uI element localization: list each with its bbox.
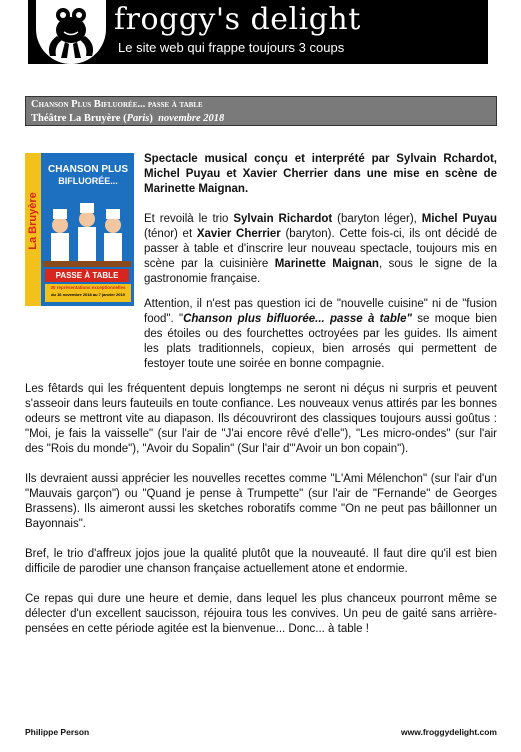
author-name: Philippe Person	[25, 727, 90, 737]
paragraph-new-songs: Ils devraient aussi apprécier les nouvelles recettes comme "L'Ami Mélenchon" (sur l'air d'un "Mauvais garçon") ou "Quand je pense à Trumpette" (sur l'air de "Fernande" de Georges Brassens). Ils aimeront aussi les sketches roboratifs comme "On ne peut pas bâillonner un Bayonnais".	[25, 473, 497, 530]
cast-name: Michel Puyau	[421, 213, 497, 225]
article-title: Chanson Plus Bifluorée... passe à table	[31, 99, 203, 110]
frog-logo-icon	[36, 0, 106, 64]
cast-name: Xavier Cherrier	[196, 228, 281, 240]
article-header	[25, 96, 497, 126]
poster-title-2: BIFLUORÉE...	[58, 176, 118, 186]
article-body	[25, 297, 497, 372]
poster-dates-2: du 16 novembre 2018 au 7 janvier 2019	[51, 292, 125, 297]
site-tagline: Le site web qui frappe toujours 3 coups	[118, 40, 345, 55]
poster-side-text: La Bruyère	[27, 192, 39, 250]
site-banner	[28, 0, 488, 64]
venue-city: Paris	[126, 113, 150, 124]
poster-dates: 30 représentations exceptionnelles	[50, 285, 126, 290]
show-poster	[25, 153, 134, 306]
article-intro	[144, 152, 497, 302]
page-footer	[25, 727, 497, 737]
venue-name: Théâtre La Bruyère	[31, 113, 121, 124]
article-lead: Spectacle musical conçu et interprété par Sylvain Rchardot, Michel Puyau et Xavier Cherrier dans une mise en scène de Marinette Maignan.	[144, 153, 497, 195]
review-date: novembre 2018	[158, 113, 225, 124]
paragraph-attention: Attention, il n'est pas question ici de "nouvelle cuisine" ni de "fusion food". "Chanson plus bifluorée... passe à table" se moque bien des étoiles ou des fourchettes octroyées par les guides. Ils aiment les plats traditionnels, copieux, bien arrosés qui permettent de festoyer toute une soirée en bonne compagnie.	[144, 298, 498, 370]
site-url[interactable]: www.froggydelight.com	[400, 727, 497, 737]
cast-name: Sylvain Richardot	[233, 213, 333, 225]
article-venue-line: Théâtre La Bruyère (Paris) novembre 2018	[31, 113, 225, 124]
paragraph-quality: Bref, le trio d'affreux jojos joue la qualité plutôt que la nouveauté. Il faut dire qu'il est bien difficile de parodier une chanson française actuellement atone et endormie.	[25, 548, 497, 575]
paragraph-cast: Et revoilà le trio Sylvain Richardot (baryton léger), Michel Puyau (ténor) et Xavier Cherrier (baryton). Cette fois-ci, ils ont décidé de passer à table et d'inscrire leur nouveau spectacle, toujours mis en scène par la cuisinière Marinette Maignan, sous le signe de la gastronomie française.	[144, 213, 497, 285]
poster-title-1: CHANSON PLUS	[47, 164, 128, 175]
poster-banner-text: PASSE À TABLE	[55, 271, 119, 280]
paragraph-classics: Les fêtards qui les fréquentent depuis longtemps ne seront ni déçus ni surpris et peuvent s'asseoir dans leurs fauteuils en toute confiance. Les nouveaux venus attirés par les bonnes odeurs se mettront vite au diapason. Ils découvriront des classiques toujours aussi goûtus : "Moi, je fais la vaisselle" (sur l'air de "J'ai encore rêvé d'elle"), "Les micro-ondes" (sur l'air des "Rois du monde"), "Avoir du Sopalin" (Sur l'air d"'Avoir un bon copain").	[25, 383, 497, 455]
site-title[interactable]: froggy's delight	[114, 2, 361, 37]
frog-logo	[36, 0, 106, 64]
show-title-inline: Chanson plus bifluorée... passe à table"	[183, 313, 412, 325]
paragraph-conclusion: Ce repas qui dure une heure et demie, dans lequel les plus chanceux pourront même se délecter d'un excellent saucisson, réjouira tous les convives. Un peu de gaité sans arrière-pensées en cette période agitée est la bienvenue... Donc... à table !	[25, 593, 497, 635]
article-body-rest	[25, 382, 497, 637]
director-name: Marinette Maignan	[274, 258, 379, 270]
